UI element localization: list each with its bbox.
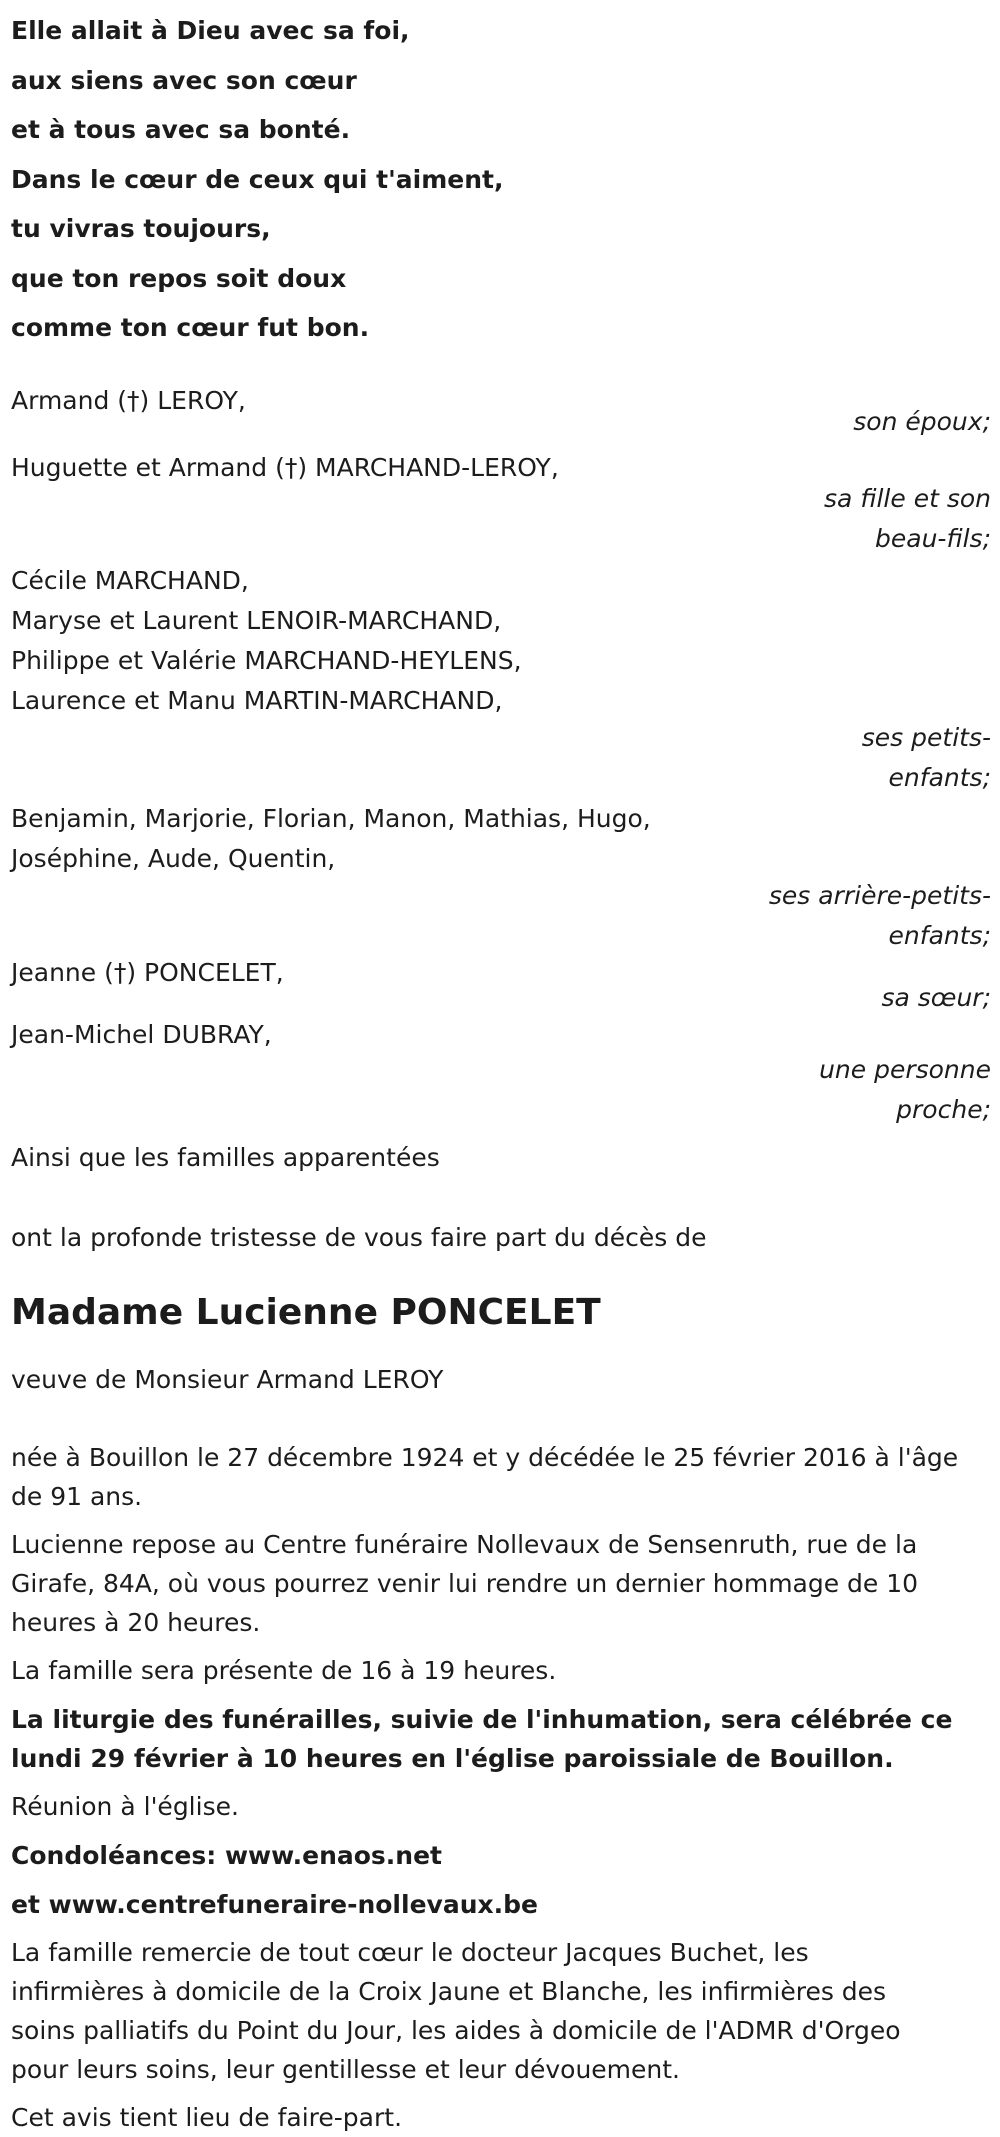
repose-line: Lucienne repose au Centre funéraire Nollevaux de Sensenruth, rue de la (11, 1529, 918, 1559)
poem-line: Elle allait à Dieu avec sa foi, (11, 16, 410, 45)
thanks-line: pour leurs soins, leur gentillesse et leur dévouement. (11, 2054, 680, 2084)
family-name: Armand (†) LEROY, (11, 385, 246, 415)
family-group-arriere-petits-enfants (11, 799, 991, 956)
reunion-line: Réunion à l'église. (11, 1791, 239, 1821)
relation-label: sa sœur; (881, 982, 991, 1012)
family-name: Benjamin, Marjorie, Florian, Manon, Mathias, Hugo, (11, 803, 651, 833)
repose-line: Girafe, 84A, où vous pourrez venir lui rendre un dernier hommage de 10 (11, 1568, 919, 1598)
family-name: Maryse et Laurent LENOIR-MARCHAND, (11, 605, 502, 635)
family-presence: La famille sera présente de 16 à 19 heures. (11, 1655, 557, 1685)
relation-label: enfants; (888, 920, 991, 950)
liturgy-line: La liturgie des funérailles, suivie de l'inhumation, sera célébrée ce (11, 1704, 953, 1734)
family-name: Joséphine, Aude, Quentin, (11, 843, 336, 873)
poem (11, 6, 991, 353)
family-name: Philippe et Valérie MARCHAND-HEYLENS, (11, 645, 522, 675)
family-group-petits-enfants (11, 561, 991, 798)
poem-line: tu vivras toujours, (11, 214, 271, 243)
family-group-proche (11, 1015, 991, 1130)
poem-line: que ton repos soit doux (11, 263, 347, 293)
faire-part-line: Cet avis tient lieu de faire-part. (11, 2102, 403, 2132)
details (11, 1438, 991, 2137)
birth-line: de 91 ans. (11, 1481, 143, 1511)
repose-line: heures à 20 heures. (11, 1607, 261, 1637)
family-name: Jean-Michel DUBRAY, (11, 1019, 272, 1049)
family-group-epoux (11, 381, 991, 442)
condolences-line: et www.centrefuneraire-nollevaux.be (11, 1889, 538, 1919)
birth-line: née à Bouillon le 27 décembre 1924 et y décédée le 25 février 2016 à l'âge (11, 1442, 959, 1472)
poem-line: Dans le cœur de ceux qui t'aiment, (11, 164, 504, 194)
poem-line: aux siens avec son cœur (11, 65, 357, 95)
poem-line: et à tous avec sa bonté. (11, 115, 351, 144)
family-name: Laurence et Manu MARTIN-MARCHAND, (11, 685, 503, 715)
deceased-name: Madame Lucienne PONCELET (11, 1291, 601, 1333)
thanks-line: La famille remercie de tout cœur le docteur Jacques Buchet, les (11, 1937, 809, 1967)
condolences-line: Condoléances: www.enaos.net (11, 1840, 443, 1870)
liturgy-line: lundi 29 février à 10 heures en l'église paroissiale de Bouillon. (11, 1743, 894, 1773)
obituary-page (11, 0, 991, 2137)
thanks-line: soins palliatifs du Point du Jour, les aides à domicile de l'ADMR d'Orgeo (11, 2015, 901, 2045)
relation-label: ses petits-enfants; (861, 722, 991, 792)
family-list (11, 381, 991, 1130)
family-name: Cécile MARCHAND, (11, 565, 249, 595)
announcement-line: ont la profonde tristesse de vous faire part du décès de (11, 1222, 707, 1252)
relation-label: beau-fils; (875, 523, 991, 553)
relation-label: proche; (896, 1094, 991, 1124)
relation-label: une personne (819, 1054, 991, 1084)
relation-label: sa fille et son (824, 483, 991, 513)
family-group-soeur (11, 953, 991, 1018)
family-group-fille (11, 448, 991, 559)
poem-line: comme ton cœur fut bon. (11, 313, 370, 342)
widow-line: veuve de Monsieur Armand LEROY (11, 1364, 444, 1394)
family-name: Huguette et Armand (†) MARCHAND-LEROY, (11, 452, 559, 482)
related-families: Ainsi que les familles apparentées (11, 1142, 440, 1172)
family-name: Jeanne (†) PONCELET, (11, 957, 284, 987)
relation-label: ses arrière-petits- (768, 880, 991, 910)
relation-label: son époux; (853, 406, 991, 436)
thanks-line: infirmières à domicile de la Croix Jaune et Blanche, les infirmières des (11, 1976, 887, 2006)
